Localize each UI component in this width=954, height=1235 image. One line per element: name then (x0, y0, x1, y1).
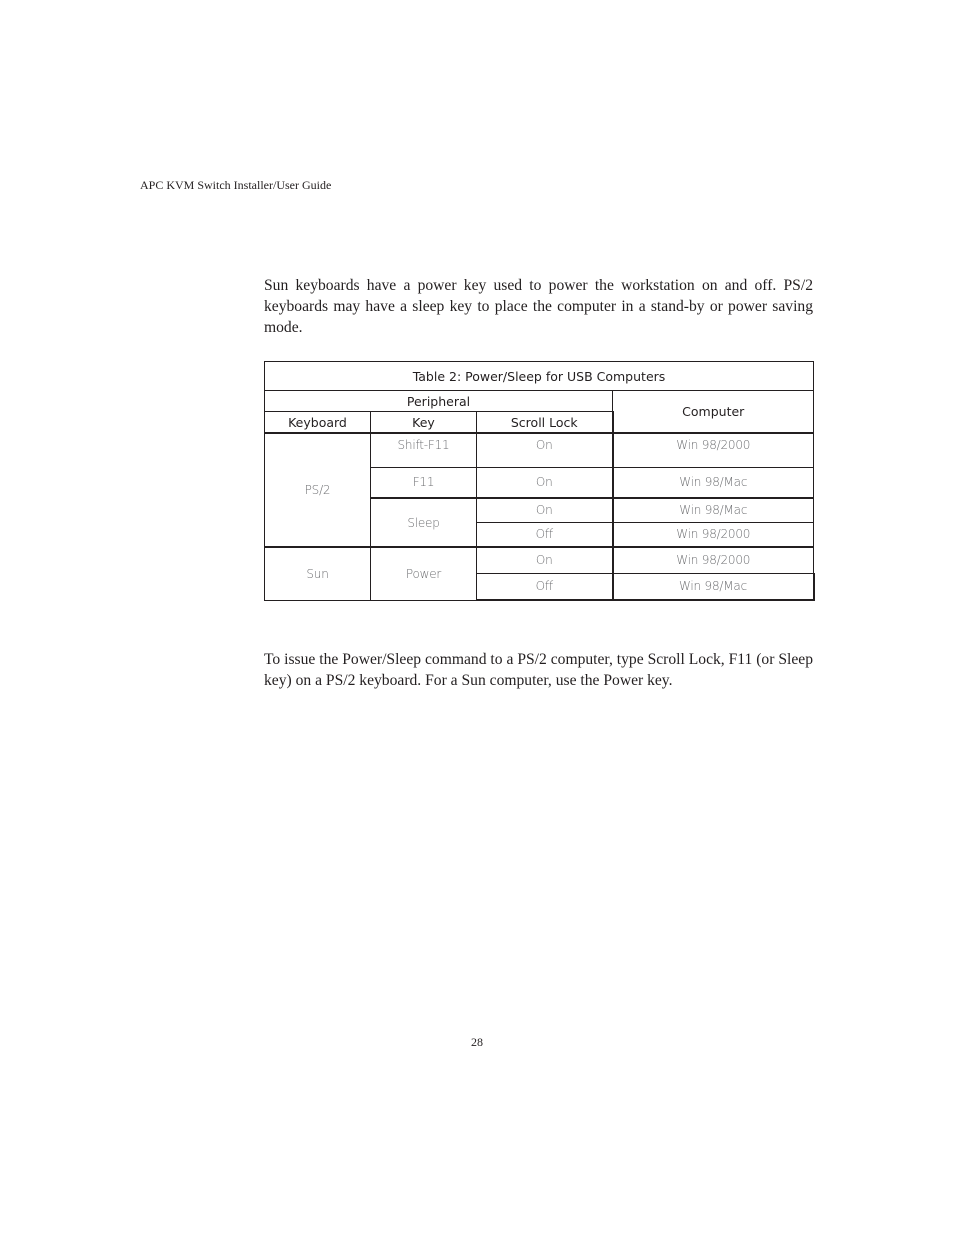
intro-paragraph: Sun keyboards have a power key used to power the workstation on and off. PS/2 keyboards may have a sleep key to place the computer in a stand-by or power saving mode. (264, 277, 813, 336)
table-cell-scroll-lock: Off (477, 522, 613, 547)
ps2-keyboard-cell: PS/2 (265, 433, 371, 547)
page-number: 28 (471, 1035, 483, 1049)
instruction-paragraph: To issue the Power/Sleep command to a PS/2 computer, type Scroll Lock, F11 (or Sleep key) on a PS/2 keyboard. For a Sun computer, use the Power key. (264, 651, 813, 689)
table-cell-scroll-lock: Off (477, 573, 613, 600)
table-cell-computer: Win 98/Mac (613, 467, 814, 498)
table-cell-key: Shift-F11 (371, 433, 477, 467)
sun-keyboard-cell: Sun (265, 547, 371, 600)
table-cell-computer: Win 98/2000 (613, 433, 814, 467)
table-cell-key: Power (371, 547, 477, 600)
computer-column-header: Computer (613, 391, 814, 434)
peripheral-group-header: Peripheral (265, 391, 613, 412)
table-cell-scroll-lock: On (477, 433, 613, 467)
keyboard-column-header: Keyboard (265, 412, 371, 434)
table-cell-computer: Win 98/Mac (613, 573, 814, 600)
table-cell-scroll-lock: On (477, 467, 613, 498)
running-header: APC KVM Switch Installer/User Guide (140, 178, 332, 192)
table-cell-computer: Win 98/2000 (613, 547, 814, 573)
table-cell-scroll-lock: On (477, 547, 613, 573)
table-cell-scroll-lock: On (477, 498, 613, 522)
table-cell-key: Sleep (371, 498, 477, 547)
key-column-header: Key (371, 412, 477, 434)
table-cell-key: F11 (371, 467, 477, 498)
scroll-lock-column-header: Scroll Lock (477, 412, 613, 434)
table-caption: Table 2: Power/Sleep for USB Computers (265, 362, 814, 391)
power-sleep-table (264, 361, 815, 601)
table-cell-computer: Win 98/Mac (613, 498, 814, 522)
table-cell-computer: Win 98/2000 (613, 522, 814, 547)
